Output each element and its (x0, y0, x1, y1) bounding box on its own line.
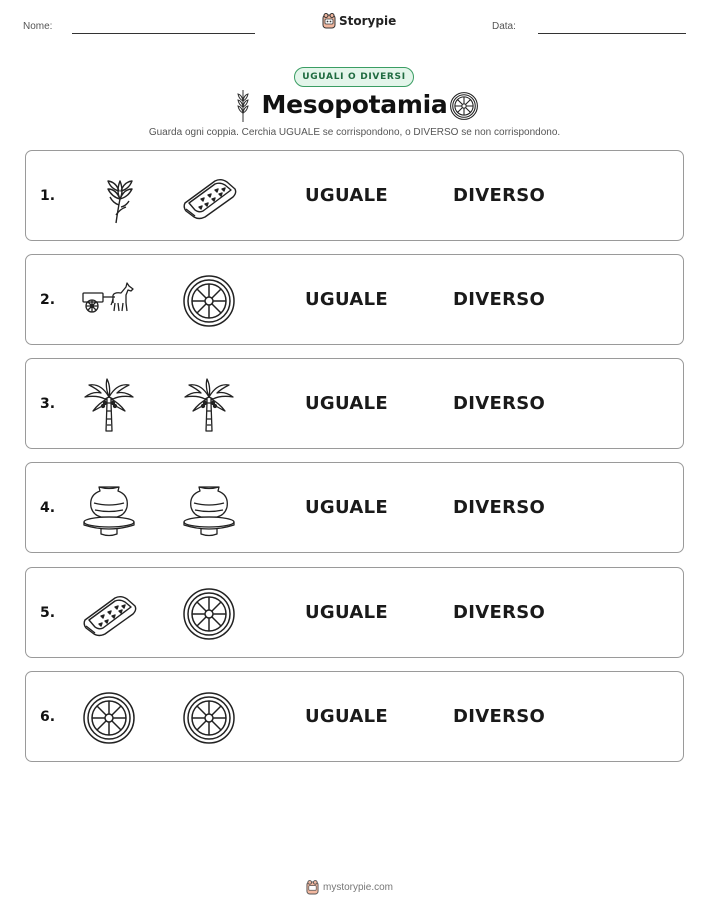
brand-logo (322, 13, 396, 29)
footer (306, 880, 393, 895)
pottery-wheel-icon (81, 481, 137, 537)
date-palm-icon (81, 377, 137, 433)
same-option[interactable]: UGUALE (305, 289, 388, 310)
item-number: 5. (40, 605, 56, 621)
instructions-text: Guarda ogni coppia. Cerchia UGUALE se corrispondono, o DIVERSO se non corrispondono. (148, 127, 561, 138)
different-option[interactable]: DIVERSO (453, 497, 546, 518)
cuneiform-tablet-icon (81, 586, 137, 642)
wheel-icon (181, 273, 237, 329)
pair-row (25, 358, 684, 449)
footer-url[interactable]: mystorypie.com (323, 882, 394, 893)
item-number: 6. (40, 709, 56, 725)
item-number: 3. (40, 396, 56, 412)
same-option[interactable]: UGUALE (305, 602, 388, 623)
name-field[interactable] (72, 33, 255, 34)
different-option[interactable]: DIVERSO (453, 393, 546, 414)
brand-name: Storypie (339, 14, 397, 28)
same-option[interactable]: UGUALE (305, 497, 388, 518)
pair-row (25, 567, 684, 658)
storypie-mascot-icon (306, 880, 319, 895)
pair-row (25, 671, 684, 762)
item-number: 4. (40, 500, 56, 516)
worksheet-type-badge: UGUALI O DIVERSI (294, 67, 414, 87)
different-option[interactable]: DIVERSO (453, 185, 546, 206)
different-option[interactable]: DIVERSO (453, 706, 546, 727)
item-number: 1. (40, 188, 56, 204)
name-label: Nome: (23, 21, 53, 32)
date-palm-icon (181, 377, 237, 433)
item-number: 2. (40, 292, 56, 308)
different-option[interactable]: DIVERSO (453, 289, 546, 310)
pair-row (25, 462, 684, 553)
cuneiform-tablet-icon (181, 169, 237, 225)
page-title: Mesopotamia (261, 90, 448, 119)
same-option[interactable]: UGUALE (305, 706, 388, 727)
date-label: Data: (492, 21, 516, 32)
horse-cart-icon (81, 273, 137, 329)
pottery-wheel-icon (181, 481, 237, 537)
different-option[interactable]: DIVERSO (453, 602, 546, 623)
wheel-icon (81, 690, 137, 746)
wheat-icon (90, 169, 146, 225)
wheel-icon (181, 690, 237, 746)
wheel-icon (449, 91, 479, 121)
storypie-mascot-icon (322, 13, 336, 29)
pair-row (25, 254, 684, 345)
wheel-icon (181, 586, 237, 642)
same-option[interactable]: UGUALE (305, 393, 388, 414)
same-option[interactable]: UGUALE (305, 185, 388, 206)
pair-row (25, 150, 684, 241)
date-field[interactable] (538, 33, 686, 34)
